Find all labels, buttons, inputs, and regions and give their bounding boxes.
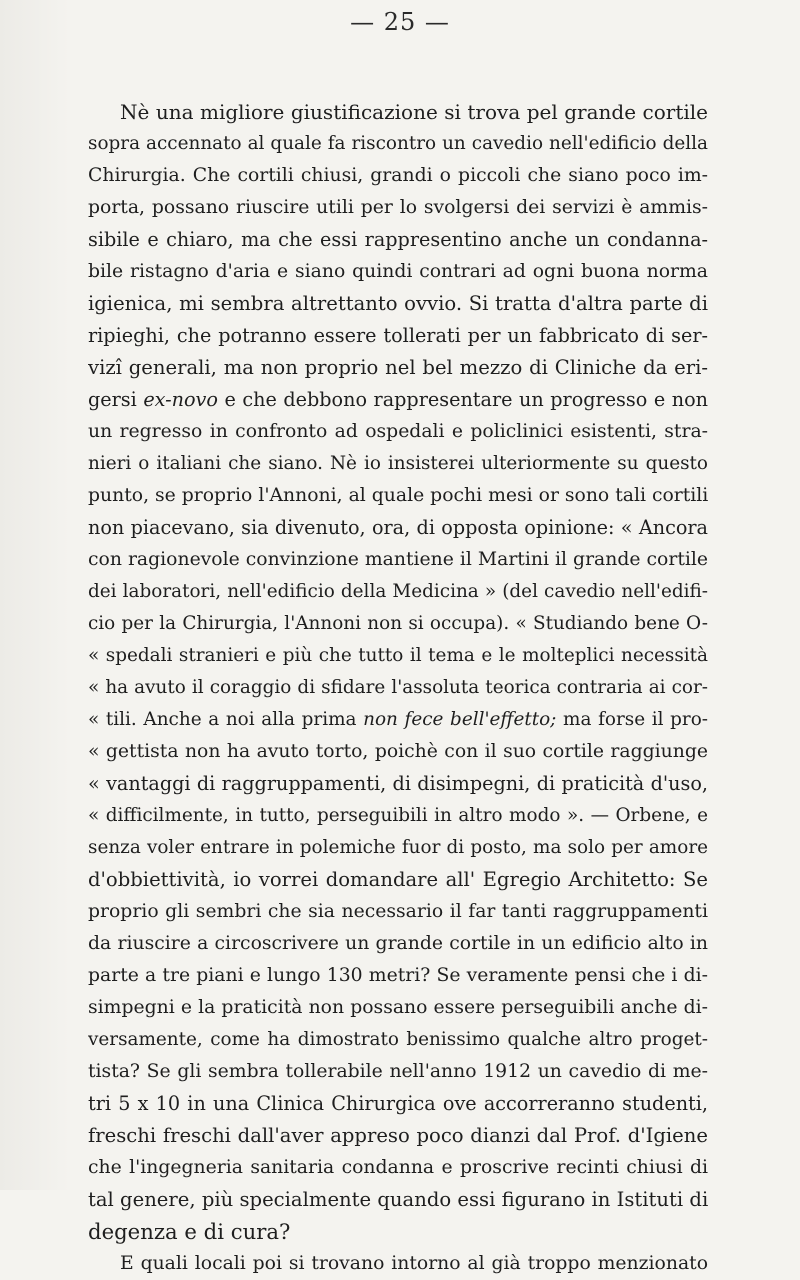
text-line: degenza e di cura? bbox=[88, 1219, 291, 1244]
text-line: punto, se proprio l'Annoni, al quale pochi mesi or sono tali cortili bbox=[88, 485, 708, 506]
text-line: dei laboratori, nell'edificio della Medicina » (del cavedio nell'edifi- bbox=[88, 581, 708, 602]
text-line: un regresso in confronto ad ospedali e policlinici esistenti, stra- bbox=[88, 421, 708, 442]
text-line: con ragionevole convinzione mantiene il Martini il grande cortile bbox=[88, 549, 708, 570]
text-line: tista? Se gli sembra tollerabile nell'anno 1912 un cavedio di me- bbox=[88, 1061, 708, 1082]
body-text bbox=[88, 96, 708, 1280]
text-line: vizî generali, ma non proprio nel bel mezzo di Cliniche da eri- bbox=[88, 356, 708, 379]
text-line: non piacevano, sia divenuto, ora, di opposta opinione: « Ancora bbox=[88, 516, 708, 539]
text-line: « vantaggi di raggruppamenti, di disimpegni, di praticità d'uso, bbox=[88, 772, 708, 795]
text-line: « spedali stranieri e più che tutto il tema e le molteplici necessità bbox=[88, 645, 708, 666]
text-line: da riuscire a circoscrivere un grande cortile in un edificio alto in bbox=[88, 933, 708, 954]
italic-ex-novo: ex-novo bbox=[143, 388, 218, 411]
text-line: che l'ingegneria sanitaria condanna e proscrive recinti chiusi di bbox=[88, 1157, 708, 1178]
italic-non-fece: non fece bell'effetto; bbox=[363, 709, 557, 730]
text-line: d'obbiettività, io vorrei domandare all' Egregio Architetto: Se bbox=[88, 868, 708, 891]
text-line: « ha avuto il coraggio di sfidare l'assoluta teorica contraria ai cor- bbox=[88, 677, 708, 698]
text-line: Nè una migliore giustificazione si trova pel grande cortile bbox=[120, 100, 708, 124]
binding-shadow bbox=[0, 0, 70, 1190]
text-line-with-italic: « tili. Anche a noi alla prima non fece bell'effetto; ma forse il pro- bbox=[88, 709, 708, 730]
text-line: « gettista non ha avuto torto, poichè con il suo cortile raggiunge bbox=[88, 741, 708, 762]
text-line: porta, possano riuscire utili per lo svolgersi dei servizi è ammis- bbox=[88, 197, 708, 218]
text-line-with-italic: gersi ex-novo e che debbono rappresentare un progresso e non bbox=[88, 388, 708, 411]
text-line: ripieghi, che potranno essere tollerati per un fabbricato di ser- bbox=[88, 324, 708, 347]
text-line: E quali locali poi si trovano intorno al già troppo menzionato bbox=[120, 1253, 708, 1274]
text-line: igienica, mi sembra altrettanto ovvio. Si tratta d'altra parte di bbox=[88, 292, 708, 315]
text-line: simpegni e la praticità non possano essere perseguibili anche di- bbox=[88, 997, 708, 1018]
text-line: proprio gli sembri che sia necessario il far tanti raggruppamenti bbox=[88, 901, 708, 922]
text-line: senza voler entrare in polemiche fuor di posto, ma solo per amore bbox=[88, 837, 708, 858]
text-line: freschi freschi dall'aver appreso poco dianzi dal Prof. d'Igiene bbox=[88, 1124, 708, 1147]
page-number: — 25 — bbox=[350, 8, 450, 36]
text-line: parte a tre piani e lungo 130 metri? Se veramente pensi che i di- bbox=[88, 965, 708, 986]
text-line: versamente, come ha dimostrato benissimo qualche altro proget- bbox=[88, 1029, 708, 1050]
text-line: nieri o italiani che siano. Nè io insisterei ulteriormente su questo bbox=[88, 453, 708, 474]
text-line: bile ristagno d'aria e siano quindi contrari ad ogni buona norma bbox=[88, 261, 708, 282]
text-line: cio per la Chirurgia, l'Annoni non si occupa). « Studiando bene O- bbox=[88, 613, 708, 634]
text-line: sibile e chiaro, ma che essi rappresentino anche un condanna- bbox=[88, 228, 708, 251]
text-line: Chirurgia. Che cortili chiusi, grandi o piccoli che siano poco im- bbox=[88, 165, 708, 186]
text-line: tri 5 x 10 in una Clinica Chirurgica ove accorreranno studenti, bbox=[88, 1092, 708, 1115]
text-line: tal genere, più specialmente quando essi figurano in Istituti di bbox=[88, 1188, 708, 1211]
text-line: sopra accennato al quale fa riscontro un cavedio nell'edificio della bbox=[88, 133, 708, 154]
text-line: « difficilmente, in tutto, perseguibili in altro modo ». — Orbene, e bbox=[88, 805, 708, 826]
